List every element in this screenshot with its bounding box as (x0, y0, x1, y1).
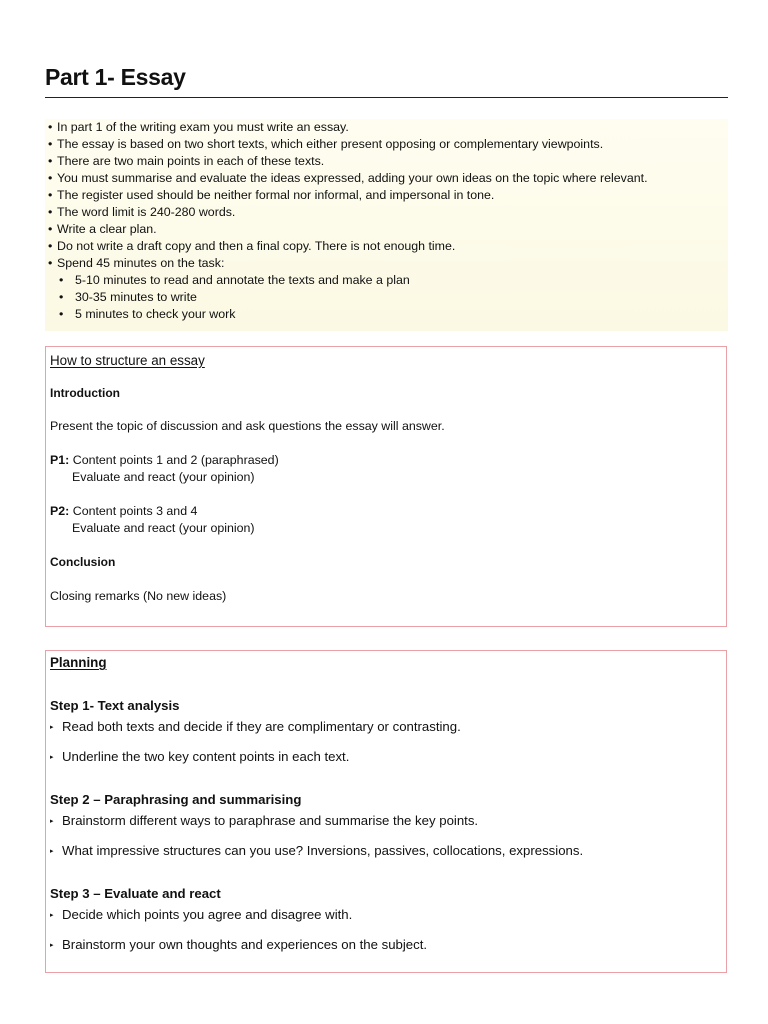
list-item (48, 153, 728, 170)
intro-bullet-list (48, 119, 728, 272)
bullet-glyph: • (59, 290, 64, 304)
p1-line-1 (50, 453, 279, 467)
list-item-text: You must summarise and evaluate the ideas expressed, adding your own ideas on the topic where relevant. (57, 171, 648, 185)
list-item-text: The register used should be neither formal nor informal, and impersonal in tone. (57, 188, 495, 202)
list-item (48, 238, 728, 255)
arrow-bullet-icon: ▸ (50, 818, 54, 825)
list-item-text: Do not write a draft copy and then a final copy. There is not enough time. (57, 239, 456, 253)
list-item (48, 119, 728, 136)
list-item (48, 221, 728, 238)
list-item-text: The word limit is 240-280 words. (57, 205, 236, 219)
arrow-bullet-icon: ▸ (50, 848, 54, 855)
planning-heading: Planning (50, 655, 107, 670)
list-item-text: The essay is based on two short texts, which either present opposing or complementary viewpoints. (57, 137, 604, 151)
intro-notes-box (45, 119, 728, 331)
step-bullet-text: Underline the two key content points in each text. (62, 749, 350, 764)
bullet-glyph: • (48, 154, 53, 168)
bullet-glyph: • (48, 171, 53, 185)
step-2-bullet-1 (50, 813, 478, 828)
arrow-bullet-icon: ▸ (50, 912, 54, 919)
step-1-title: Step 1- Text analysis (50, 698, 180, 713)
arrow-bullet-icon: ▸ (50, 942, 54, 949)
step-bullet-text: Read both texts and decide if they are complimentary or contrasting. (62, 719, 461, 734)
bullet-glyph: • (48, 256, 53, 270)
step-1-bullet-1 (50, 719, 461, 734)
bullet-glyph: • (48, 137, 53, 151)
p2-line-2: Evaluate and react (your opinion) (72, 521, 255, 535)
list-item-text: In part 1 of the writing exam you must write an essay. (57, 120, 349, 134)
step-2-title: Step 2 – Paraphrasing and summarising (50, 792, 302, 807)
step-bullet-text: Brainstorm different ways to paraphrase and summarise the key points. (62, 813, 479, 828)
title-divider (45, 97, 728, 98)
planning-panel (45, 650, 727, 973)
list-item (48, 204, 728, 221)
arrow-bullet-icon: ▸ (50, 754, 54, 761)
list-item (48, 170, 728, 187)
sub-list-item (57, 272, 728, 289)
bullet-glyph: • (48, 239, 53, 253)
bullet-glyph: • (48, 120, 53, 134)
bullet-glyph: • (48, 205, 53, 219)
step-1-bullet-2 (50, 749, 349, 764)
step-bullet-text: Decide which points you agree and disagree with. (62, 907, 353, 922)
list-item (48, 255, 728, 272)
conclusion-text: Closing remarks (No new ideas) (50, 589, 227, 603)
list-item (48, 136, 728, 153)
time-split-list (48, 272, 728, 323)
arrow-bullet-icon: ▸ (50, 724, 54, 731)
conclusion-label: Conclusion (50, 555, 116, 569)
step-bullet-text: Brainstorm your own thoughts and experiences on the subject. (62, 937, 428, 952)
introduction-text: Present the topic of discussion and ask questions the essay will answer. (50, 419, 445, 433)
essay-structure-panel (45, 346, 727, 627)
step-3-bullet-2 (50, 937, 427, 952)
list-item-text: Spend 45 minutes on the task: (57, 256, 225, 270)
p1-text-1: Content points 1 and 2 (paraphrased) (69, 453, 279, 467)
list-item-text: Write a clear plan. (57, 222, 157, 236)
step-2-bullet-2 (50, 843, 583, 858)
step-3-title: Step 3 – Evaluate and react (50, 886, 221, 901)
structure-heading: How to structure an essay (50, 353, 205, 368)
p2-label: P2: (50, 504, 70, 518)
bullet-glyph: • (59, 273, 64, 287)
step-bullet-text: What impressive structures can you use? Inversions, passives, collocations, expressions. (62, 843, 584, 858)
p1-line-2: Evaluate and react (your opinion) (72, 470, 255, 484)
p2-text-1: Content points 3 and 4 (69, 504, 198, 518)
sub-list-item-text: 5-10 minutes to read and annotate the texts and make a plan (75, 273, 410, 287)
page-title: Part 1- Essay (45, 64, 186, 90)
bullet-glyph: • (48, 222, 53, 236)
bullet-glyph: • (59, 307, 64, 321)
bullet-glyph: • (48, 188, 53, 202)
sub-list-item-text: 5 minutes to check your work (75, 307, 236, 321)
p2-line-1 (50, 504, 197, 518)
step-3-bullet-1 (50, 907, 352, 922)
sub-list-item-text: 30-35 minutes to write (75, 290, 197, 304)
list-item (48, 187, 728, 204)
p1-label: P1: (50, 453, 70, 467)
sub-list-item (57, 306, 728, 323)
introduction-label: Introduction (50, 386, 120, 400)
sub-list-item (57, 289, 728, 306)
list-item-text: There are two main points in each of these texts. (57, 154, 325, 168)
